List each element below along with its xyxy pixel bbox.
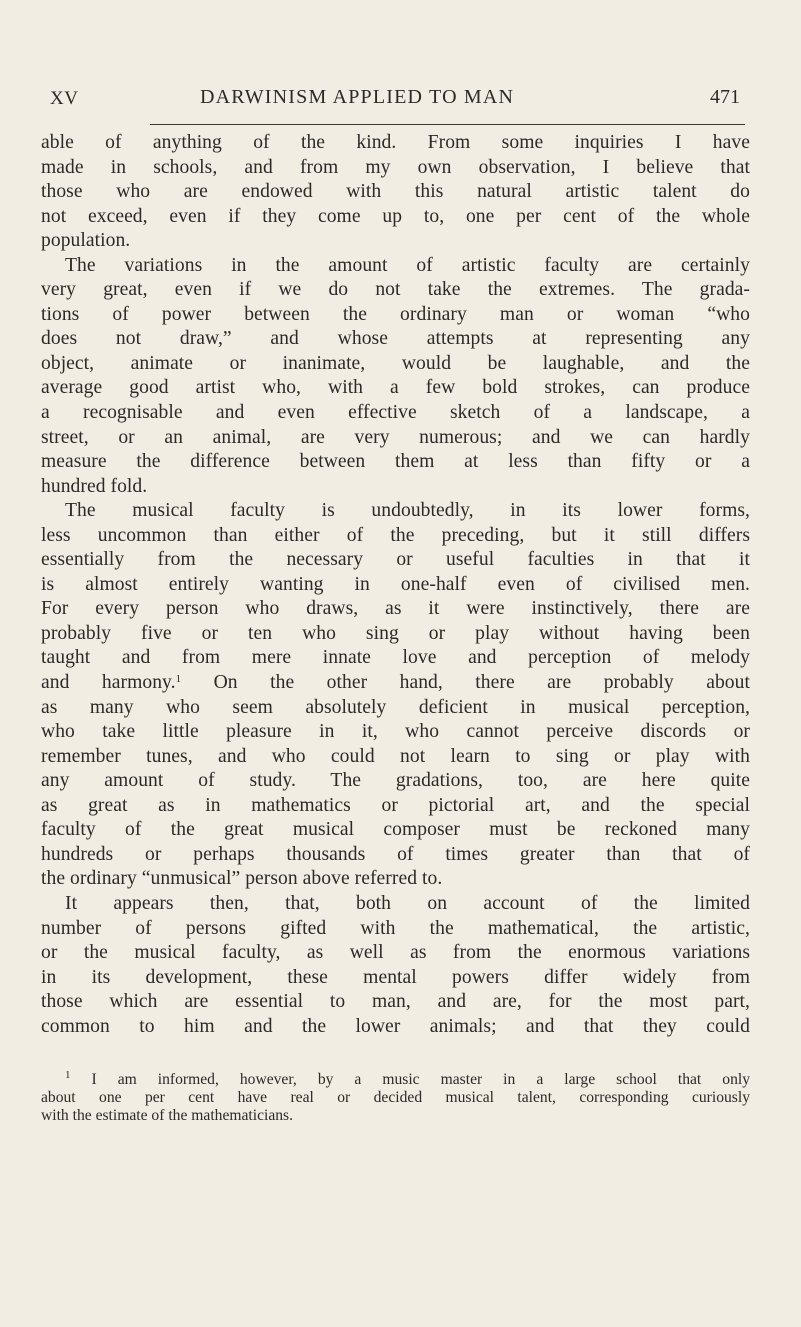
text-line: very great, even if we do not take the extremes. The grada- <box>41 279 750 301</box>
footnote-text: I am informed, however, by a music master in a large school that only <box>91 1071 750 1088</box>
footnotes <box>41 1071 750 1125</box>
body-text <box>41 131 750 1039</box>
running-title: DARWINISM APPLIED TO MAN <box>200 86 515 108</box>
text-line: measure the difference between them at less than fifty or a <box>41 451 750 473</box>
text-line: does not draw,” and whose attempts at representing any <box>41 328 750 350</box>
text-line: who take little pleasure in it, who cannot perceive discords or <box>41 721 750 743</box>
footnote-reference: 1 <box>175 673 182 686</box>
footnote-number: 1 <box>65 1071 71 1081</box>
text-line: average good artist who, with a few bold strokes, can produce <box>41 377 750 399</box>
text-line: faculty of the great musical composer must be reckoned many <box>41 819 750 841</box>
text-line: is almost entirely wanting in one-half even of civilised men. <box>41 573 750 595</box>
text-line: street, or an animal, are very numerous; and we can hardly <box>41 426 750 448</box>
text-line: in its development, these mental powers differ widely from <box>41 966 750 988</box>
text-line: the ordinary “unmusical” person above referred to. <box>41 868 443 890</box>
text-line: The musical faculty is undoubtedly, in its lower forms, <box>65 500 750 522</box>
text-line: probably five or ten who sing or play without having been <box>41 622 750 644</box>
text-line: as great as in mathematics or pictorial art, and the special <box>41 794 750 816</box>
text-line: those which are essential to man, and are, for the most part, <box>41 991 750 1013</box>
text-line: a recognisable and even effective sketch of a landscape, a <box>41 402 750 424</box>
text-fragment: and harmony. <box>41 672 176 694</box>
text-line: as many who seem absolutely deficient in musical perception, <box>41 696 750 718</box>
footnote-line: about one per cent have real or decided musical talent, corresponding curiously <box>41 1089 750 1106</box>
text-line: taught and from mere innate love and perception of melody <box>41 647 750 669</box>
text-line: object, animate or inanimate, would be laughable, and the <box>41 352 750 374</box>
text-line: It appears then, that, both on account of the limited <box>65 892 750 914</box>
text-line: less uncommon than either of the preceding, but it still differs <box>41 524 750 546</box>
text-line: common to him and the lower animals; and that they could <box>41 1015 750 1037</box>
header-rule <box>150 124 745 125</box>
page-number: 471 <box>710 86 740 108</box>
footnote-line <box>41 1071 750 1089</box>
text-line: population. <box>41 230 131 252</box>
text-line: hundred fold. <box>41 475 148 497</box>
text-line: any amount of study. The gradations, too, are here quite <box>41 770 750 792</box>
text-line-with-footnote <box>41 671 750 696</box>
text-line: hundreds or perhaps thousands of times greater than that of <box>41 843 750 865</box>
text-line: The variations in the amount of artistic faculty are certainly <box>65 254 750 276</box>
text-line: those who are endowed with this natural artistic talent do <box>41 181 750 203</box>
text-line: remember tunes, and who could not learn to sing or play with <box>41 745 750 767</box>
footnote-line: with the estimate of the mathematicians. <box>41 1107 294 1124</box>
text-fragment: On the other hand, there are probably about <box>181 672 750 694</box>
text-line: tions of power between the ordinary man or woman “who <box>41 303 750 325</box>
text-line: not exceed, even if they come up to, one per cent of the whole <box>41 205 750 227</box>
text-line: made in schools, and from my own observation, I believe that <box>41 156 750 178</box>
running-header <box>50 86 740 122</box>
text-line: For every person who draws, as it were instinctively, there are <box>41 598 750 620</box>
text-line: or the musical faculty, as well as from the enormous variations <box>41 942 750 964</box>
text-line: able of anything of the kind. From some inquiries I have <box>41 132 750 153</box>
text-line: essentially from the necessary or useful faculties in that it <box>41 549 750 571</box>
text-line: number of persons gifted with the mathematical, the artistic, <box>41 917 750 939</box>
chapter-number: XV <box>50 88 79 109</box>
